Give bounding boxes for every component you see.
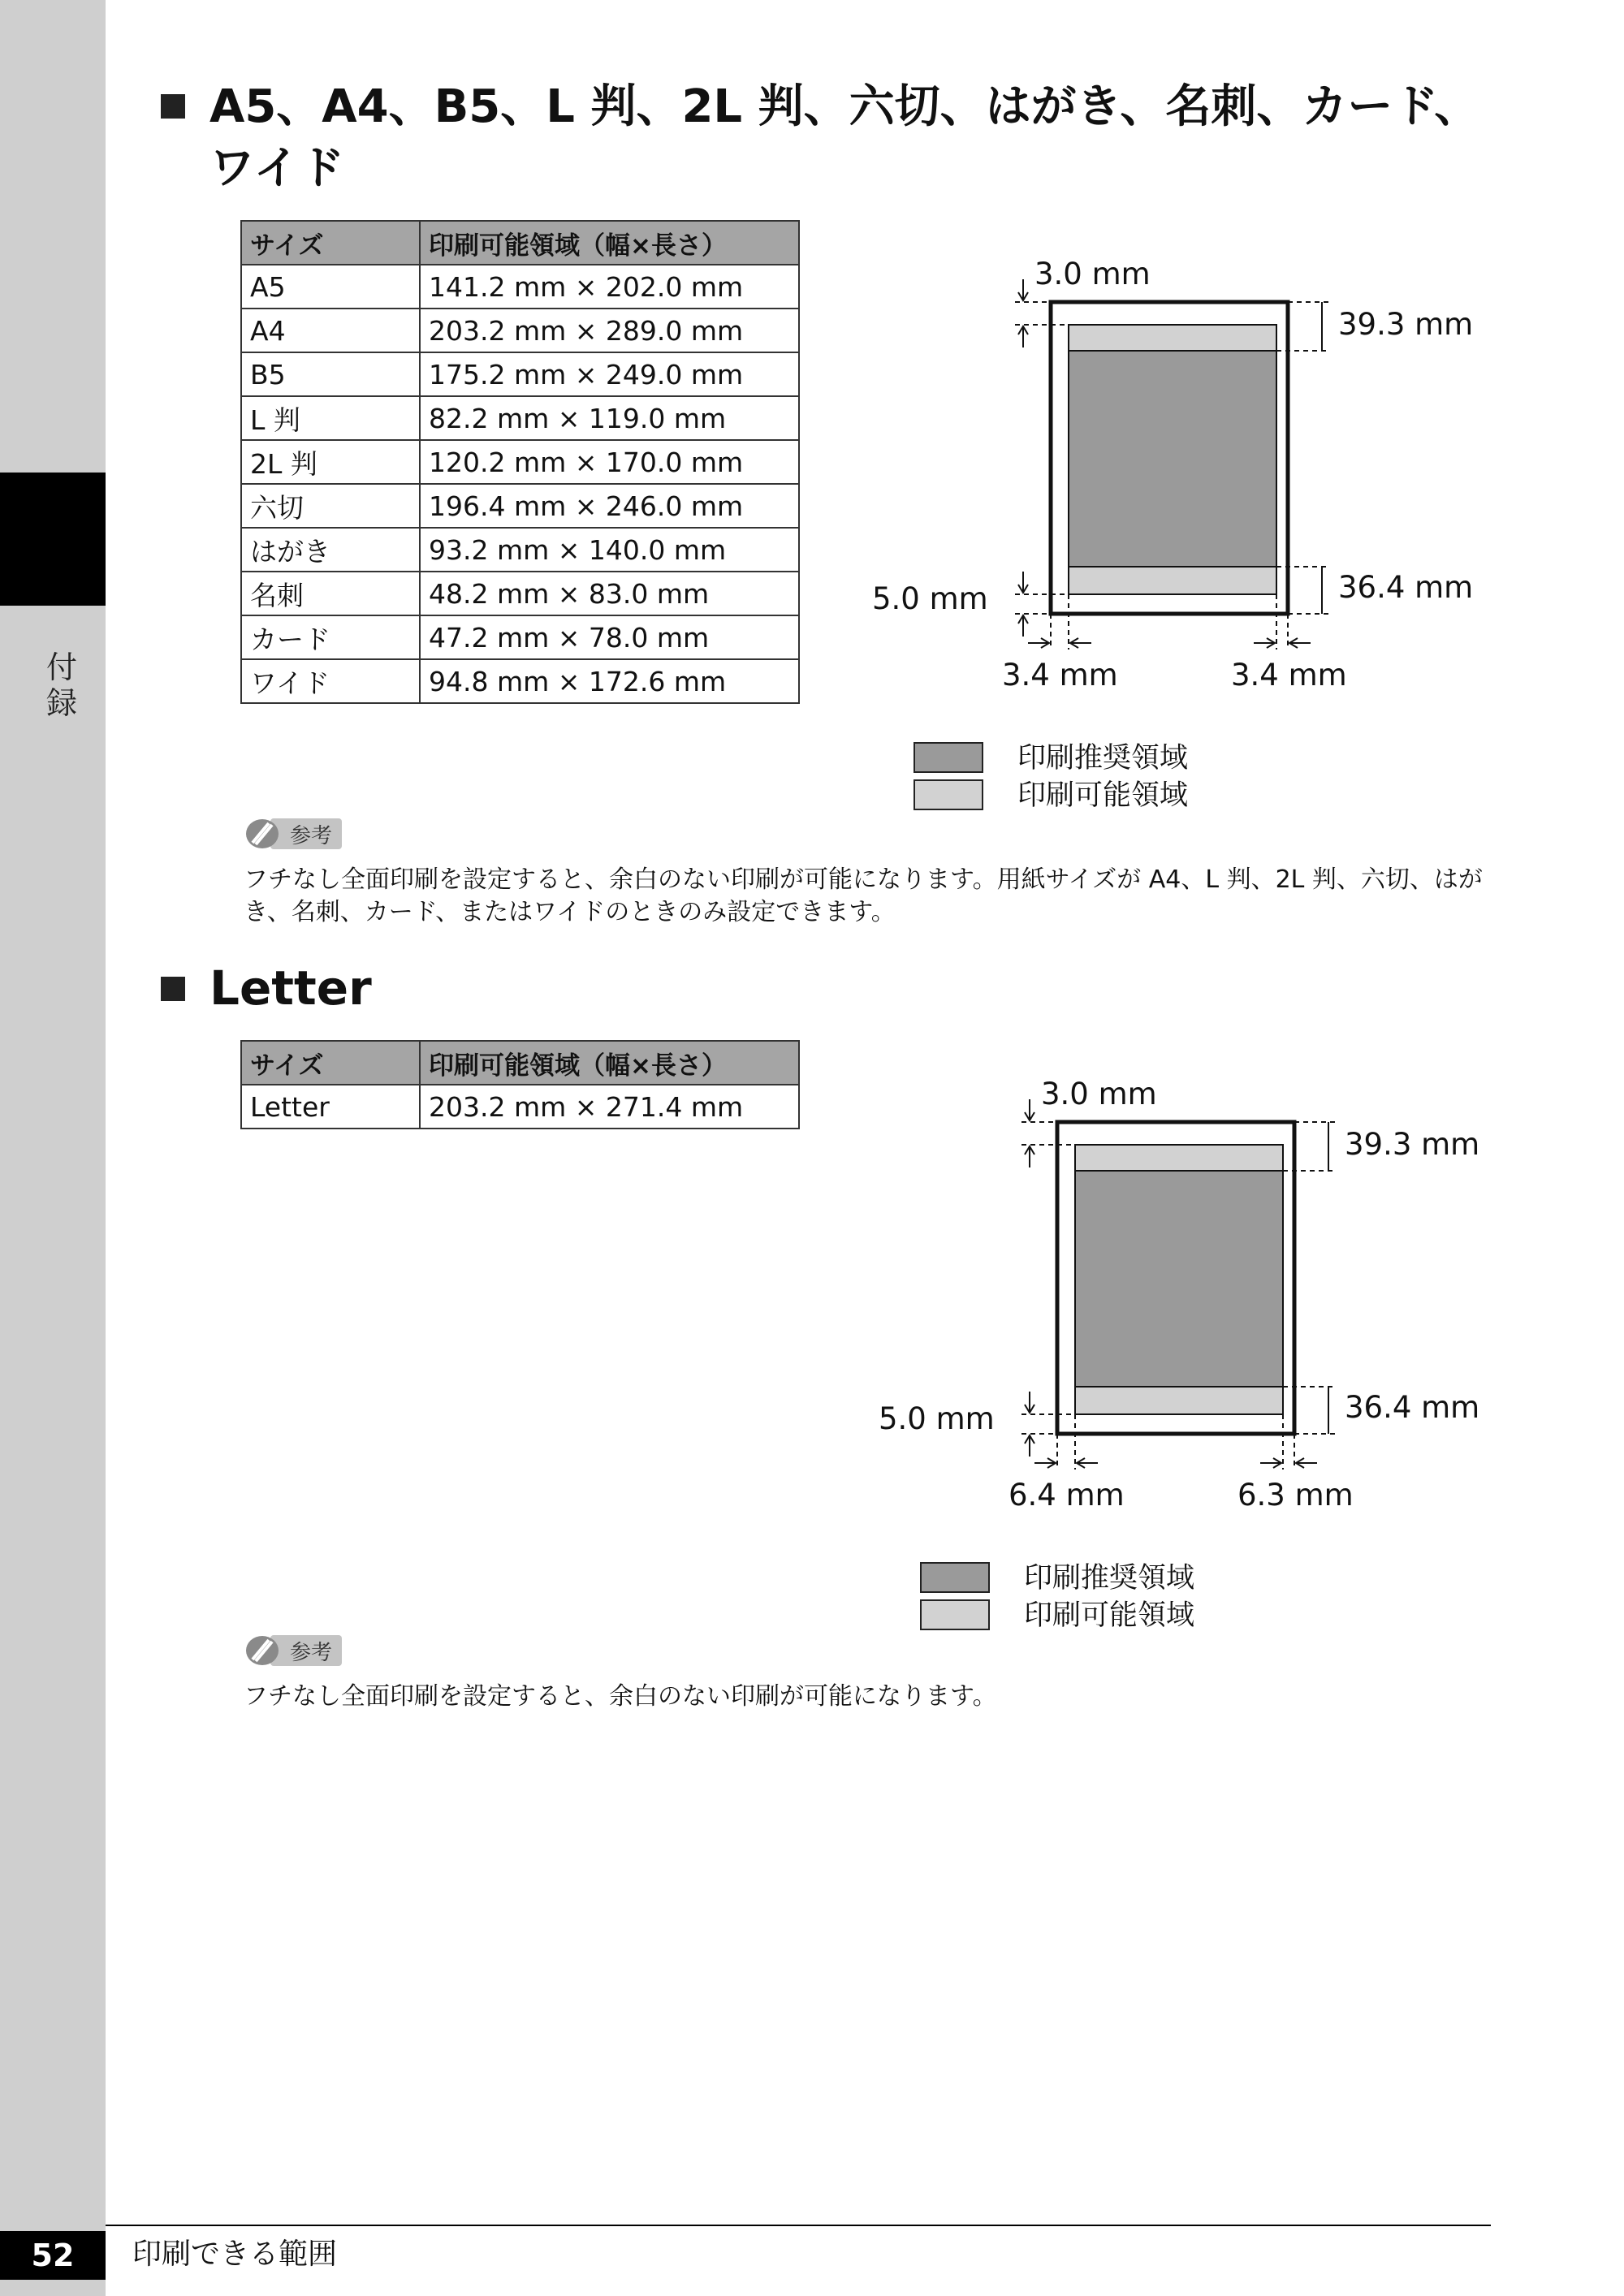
- table-row: [241, 309, 799, 352]
- reference-icon: [241, 814, 347, 854]
- right-margin-label: 3.4 mm: [1231, 658, 1347, 693]
- area-cell: 175.2 mm × 249.0 mm: [420, 352, 799, 396]
- size-cell: ワイド: [241, 659, 420, 703]
- legend-item-printable: [920, 1598, 1245, 1635]
- footer-title: 印刷できる範囲: [132, 2238, 338, 2271]
- heading-bullet-icon: [161, 977, 185, 1001]
- area-cell: 141.2 mm × 202.0 mm: [420, 265, 799, 309]
- top-margin-label: 3.0 mm: [1041, 1077, 1157, 1111]
- bottom-margin-arrows: [1025, 1392, 1034, 1457]
- table-row: [241, 265, 799, 309]
- section1-print-area-diagram: [844, 244, 1494, 731]
- table-row: [241, 572, 799, 615]
- table-row: [241, 484, 799, 528]
- area-cell: 93.2 mm × 140.0 mm: [420, 528, 799, 572]
- right-margin-label: 6.3 mm: [1237, 1478, 1354, 1513]
- table-row: [241, 352, 799, 396]
- area-cell: 203.2 mm × 289.0 mm: [420, 309, 799, 352]
- chapter-label: 付録: [45, 650, 77, 721]
- section1-title-line2: ワイド: [209, 142, 345, 195]
- table-row: [241, 440, 799, 484]
- area-cell: 94.8 mm × 172.6 mm: [420, 659, 799, 703]
- top-margin-label: 3.0 mm: [1034, 257, 1151, 291]
- size-cell: 2L 判: [241, 440, 420, 484]
- section2-note-text: フチなし全面印刷を設定すると、余白のない印刷が可能になります。: [244, 1682, 997, 1711]
- reference-icon-label: 参考: [290, 1641, 333, 1665]
- legend-label-recommended: 印刷推奨領域: [1024, 1562, 1195, 1595]
- top-margin-arrows: [1018, 279, 1028, 347]
- size-cell: 六切: [241, 484, 420, 528]
- table-row: [241, 1085, 799, 1129]
- recommended-area: [1075, 1171, 1283, 1387]
- size-cell: 名刺: [241, 572, 420, 615]
- reference-icon-label: 参考: [290, 824, 333, 848]
- section2-title: Letter: [209, 960, 372, 1016]
- table-row: [241, 396, 799, 440]
- top-band-label: 39.3 mm: [1338, 307, 1474, 342]
- legend-label-printable: 印刷可能領域: [1024, 1599, 1195, 1632]
- recommended-swatch: [920, 1562, 990, 1593]
- side-band: [0, 0, 106, 2296]
- area-cell: 82.2 mm × 119.0 mm: [420, 396, 799, 440]
- top-margin-arrows: [1025, 1099, 1034, 1167]
- left-margin-label: 3.4 mm: [1002, 658, 1118, 693]
- bottom-band-label: 36.4 mm: [1345, 1390, 1480, 1425]
- side-margin-arrows: [1028, 638, 1311, 648]
- size-cell: カード: [241, 615, 420, 659]
- section2-print-area-diagram: [851, 1064, 1501, 1551]
- section2-legend: [920, 1560, 1245, 1635]
- column-header-area: 印刷可能領域（幅×長さ）: [420, 221, 799, 265]
- reference-icon: [241, 1630, 347, 1671]
- top-band-label: 39.3 mm: [1345, 1127, 1480, 1162]
- legend-item-printable: [914, 778, 1238, 815]
- bottom-band-label: 36.4 mm: [1338, 570, 1474, 605]
- legend-label-printable: 印刷可能領域: [1017, 779, 1189, 812]
- size-cell: Letter: [241, 1085, 420, 1129]
- table-row: [241, 659, 799, 703]
- size-cell: A5: [241, 265, 420, 309]
- legend-item-recommended: [914, 740, 1238, 778]
- section1-legend: [914, 740, 1238, 815]
- chapter-tab: [0, 473, 106, 606]
- bottom-margin-label: 5.0 mm: [872, 581, 988, 616]
- table-header-row: [241, 221, 799, 265]
- legend-item-recommended: [920, 1560, 1245, 1598]
- area-cell: 120.2 mm × 170.0 mm: [420, 440, 799, 484]
- section1-note-text: フチなし全面印刷を設定すると、余白のない印刷が可能になります。用紙サイズが A4、L 判、2L 判、六切、はがき、名刺、カード、またはワイドのときのみ設定できます。: [244, 865, 1483, 926]
- printable-swatch: [920, 1599, 990, 1630]
- heading-bullet-icon: [161, 94, 185, 119]
- section2-size-table: [240, 1040, 800, 1129]
- section1-size-table: [240, 220, 800, 704]
- left-margin-label: 6.4 mm: [1009, 1478, 1125, 1513]
- column-header-area: 印刷可能領域（幅×長さ）: [420, 1041, 799, 1085]
- printable-swatch: [914, 779, 983, 810]
- page-number: 52: [0, 2231, 106, 2280]
- size-cell: L 判: [241, 396, 420, 440]
- column-header-size: サイズ: [241, 1041, 420, 1085]
- bottom-margin-label: 5.0 mm: [879, 1401, 995, 1436]
- size-cell: A4: [241, 309, 420, 352]
- area-cell: 48.2 mm × 83.0 mm: [420, 572, 799, 615]
- area-cell: 196.4 mm × 246.0 mm: [420, 484, 799, 528]
- area-cell: 203.2 mm × 271.4 mm: [420, 1085, 799, 1129]
- table-row: [241, 528, 799, 572]
- side-margin-arrows: [1034, 1458, 1317, 1468]
- legend-label-recommended: 印刷推奨領域: [1017, 742, 1189, 775]
- section1-title-line1: A5、A4、B5、L 判、2L 判、六切、はがき、名刺、カード、: [209, 80, 1480, 133]
- footer-rule: [106, 2225, 1491, 2226]
- area-cell: 47.2 mm × 78.0 mm: [420, 615, 799, 659]
- recommended-swatch: [914, 742, 983, 773]
- size-cell: B5: [241, 352, 420, 396]
- column-header-size: サイズ: [241, 221, 420, 265]
- table-row: [241, 615, 799, 659]
- bottom-margin-arrows: [1018, 572, 1028, 637]
- recommended-area: [1069, 351, 1276, 567]
- table-header-row: [241, 1041, 799, 1085]
- size-cell: はがき: [241, 528, 420, 572]
